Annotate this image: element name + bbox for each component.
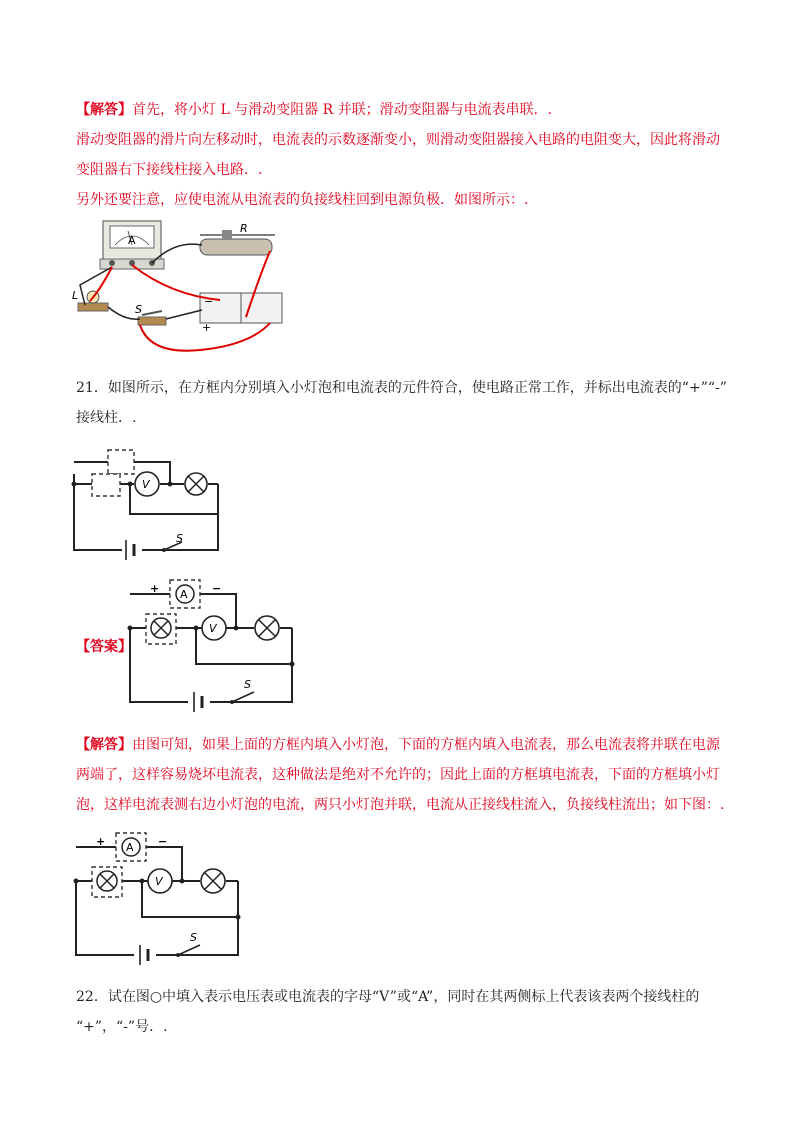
empty-box-top [108, 450, 134, 474]
ammeter-letter: A [128, 234, 136, 247]
minus-sign: − [212, 582, 222, 595]
plus-sign: + [96, 835, 106, 848]
question-22 [76, 988, 736, 1036]
lamp-base [78, 303, 108, 311]
switch-letter: S [244, 678, 251, 691]
label-plus: + [202, 321, 212, 334]
ammeter-letter: A [180, 588, 188, 601]
label-R: R [240, 222, 248, 235]
minus-sign: − [158, 835, 168, 848]
question-text: 接线柱．. [76, 410, 137, 426]
solution-line: 泡，这样电流表测右边小灯泡的电流，两只小灯泡并联，电流从正接线柱流入，负接线柱流出；如下图：. [76, 797, 725, 813]
solution-line: 变阻器右下接线柱接入电路．. [76, 162, 263, 178]
voltmeter-letter: V [142, 478, 150, 491]
solution-2 [76, 736, 736, 814]
solution-tag: 【解答】 [76, 102, 132, 118]
label-S: S [135, 303, 142, 316]
question-text: 22．试在图○中填入表示电压表或电流表的字母“V”或“A”，同时在其两侧标上代表该表两个接线柱的 [76, 989, 700, 1005]
solution-tag: 【解答】 [76, 737, 132, 753]
answer-circuit [128, 570, 303, 710]
empty-box-bottom [92, 474, 120, 496]
answer-tag: 【答案】 [76, 639, 132, 655]
switch-base [138, 317, 166, 325]
solution-line: 滑动变阻器的滑片向左移动时，电流表的示数逐渐变小，则滑动变阻器接入电路的电阻变大，因此将滑动 [76, 132, 720, 148]
solution-line: 首先，将小灯 L 与滑动变阻器 R 并联；滑动变阻器与电流表串联．. [132, 102, 553, 118]
solution-1 [76, 101, 736, 209]
switch-letter: S [190, 931, 197, 944]
solution-line: 由图可知，如果上面的方框内填入小灯泡，下面的方框内填入电流表，那么电流表将并联在电源 [132, 737, 720, 753]
switch-letter: S [176, 532, 183, 545]
switch-symbol [178, 945, 200, 955]
ammeter-letter: A [126, 841, 134, 854]
label-L: L [72, 289, 79, 302]
solution-line: 两端了，这样容易烧坏电流表，这种做法是绝对不允许的；因此上面的方框填电流表，下面的方框填小灯 [76, 767, 720, 783]
question-21 [76, 379, 736, 427]
voltmeter-letter: V [209, 622, 217, 635]
label-minus: − [204, 295, 214, 308]
question-text: 21．如图所示，在方框内分别填入小灯泡和电流表的元件符合，使电路正常工作，并标出电流表的“+”“-” [76, 380, 727, 396]
question-text: “+”，“-”号．. [76, 1019, 168, 1035]
answer-circuit-2 [74, 823, 249, 963]
question-circuit [72, 438, 227, 558]
rheostat [200, 239, 272, 255]
voltmeter-letter: V [155, 875, 163, 888]
solution-line: 另外还要注意，应使电流从电流表的负接线柱回到电源负极．如图所示：. [76, 192, 529, 208]
plus-sign: + [150, 582, 160, 595]
wiring-photo [70, 215, 300, 355]
switch-symbol [232, 692, 254, 702]
